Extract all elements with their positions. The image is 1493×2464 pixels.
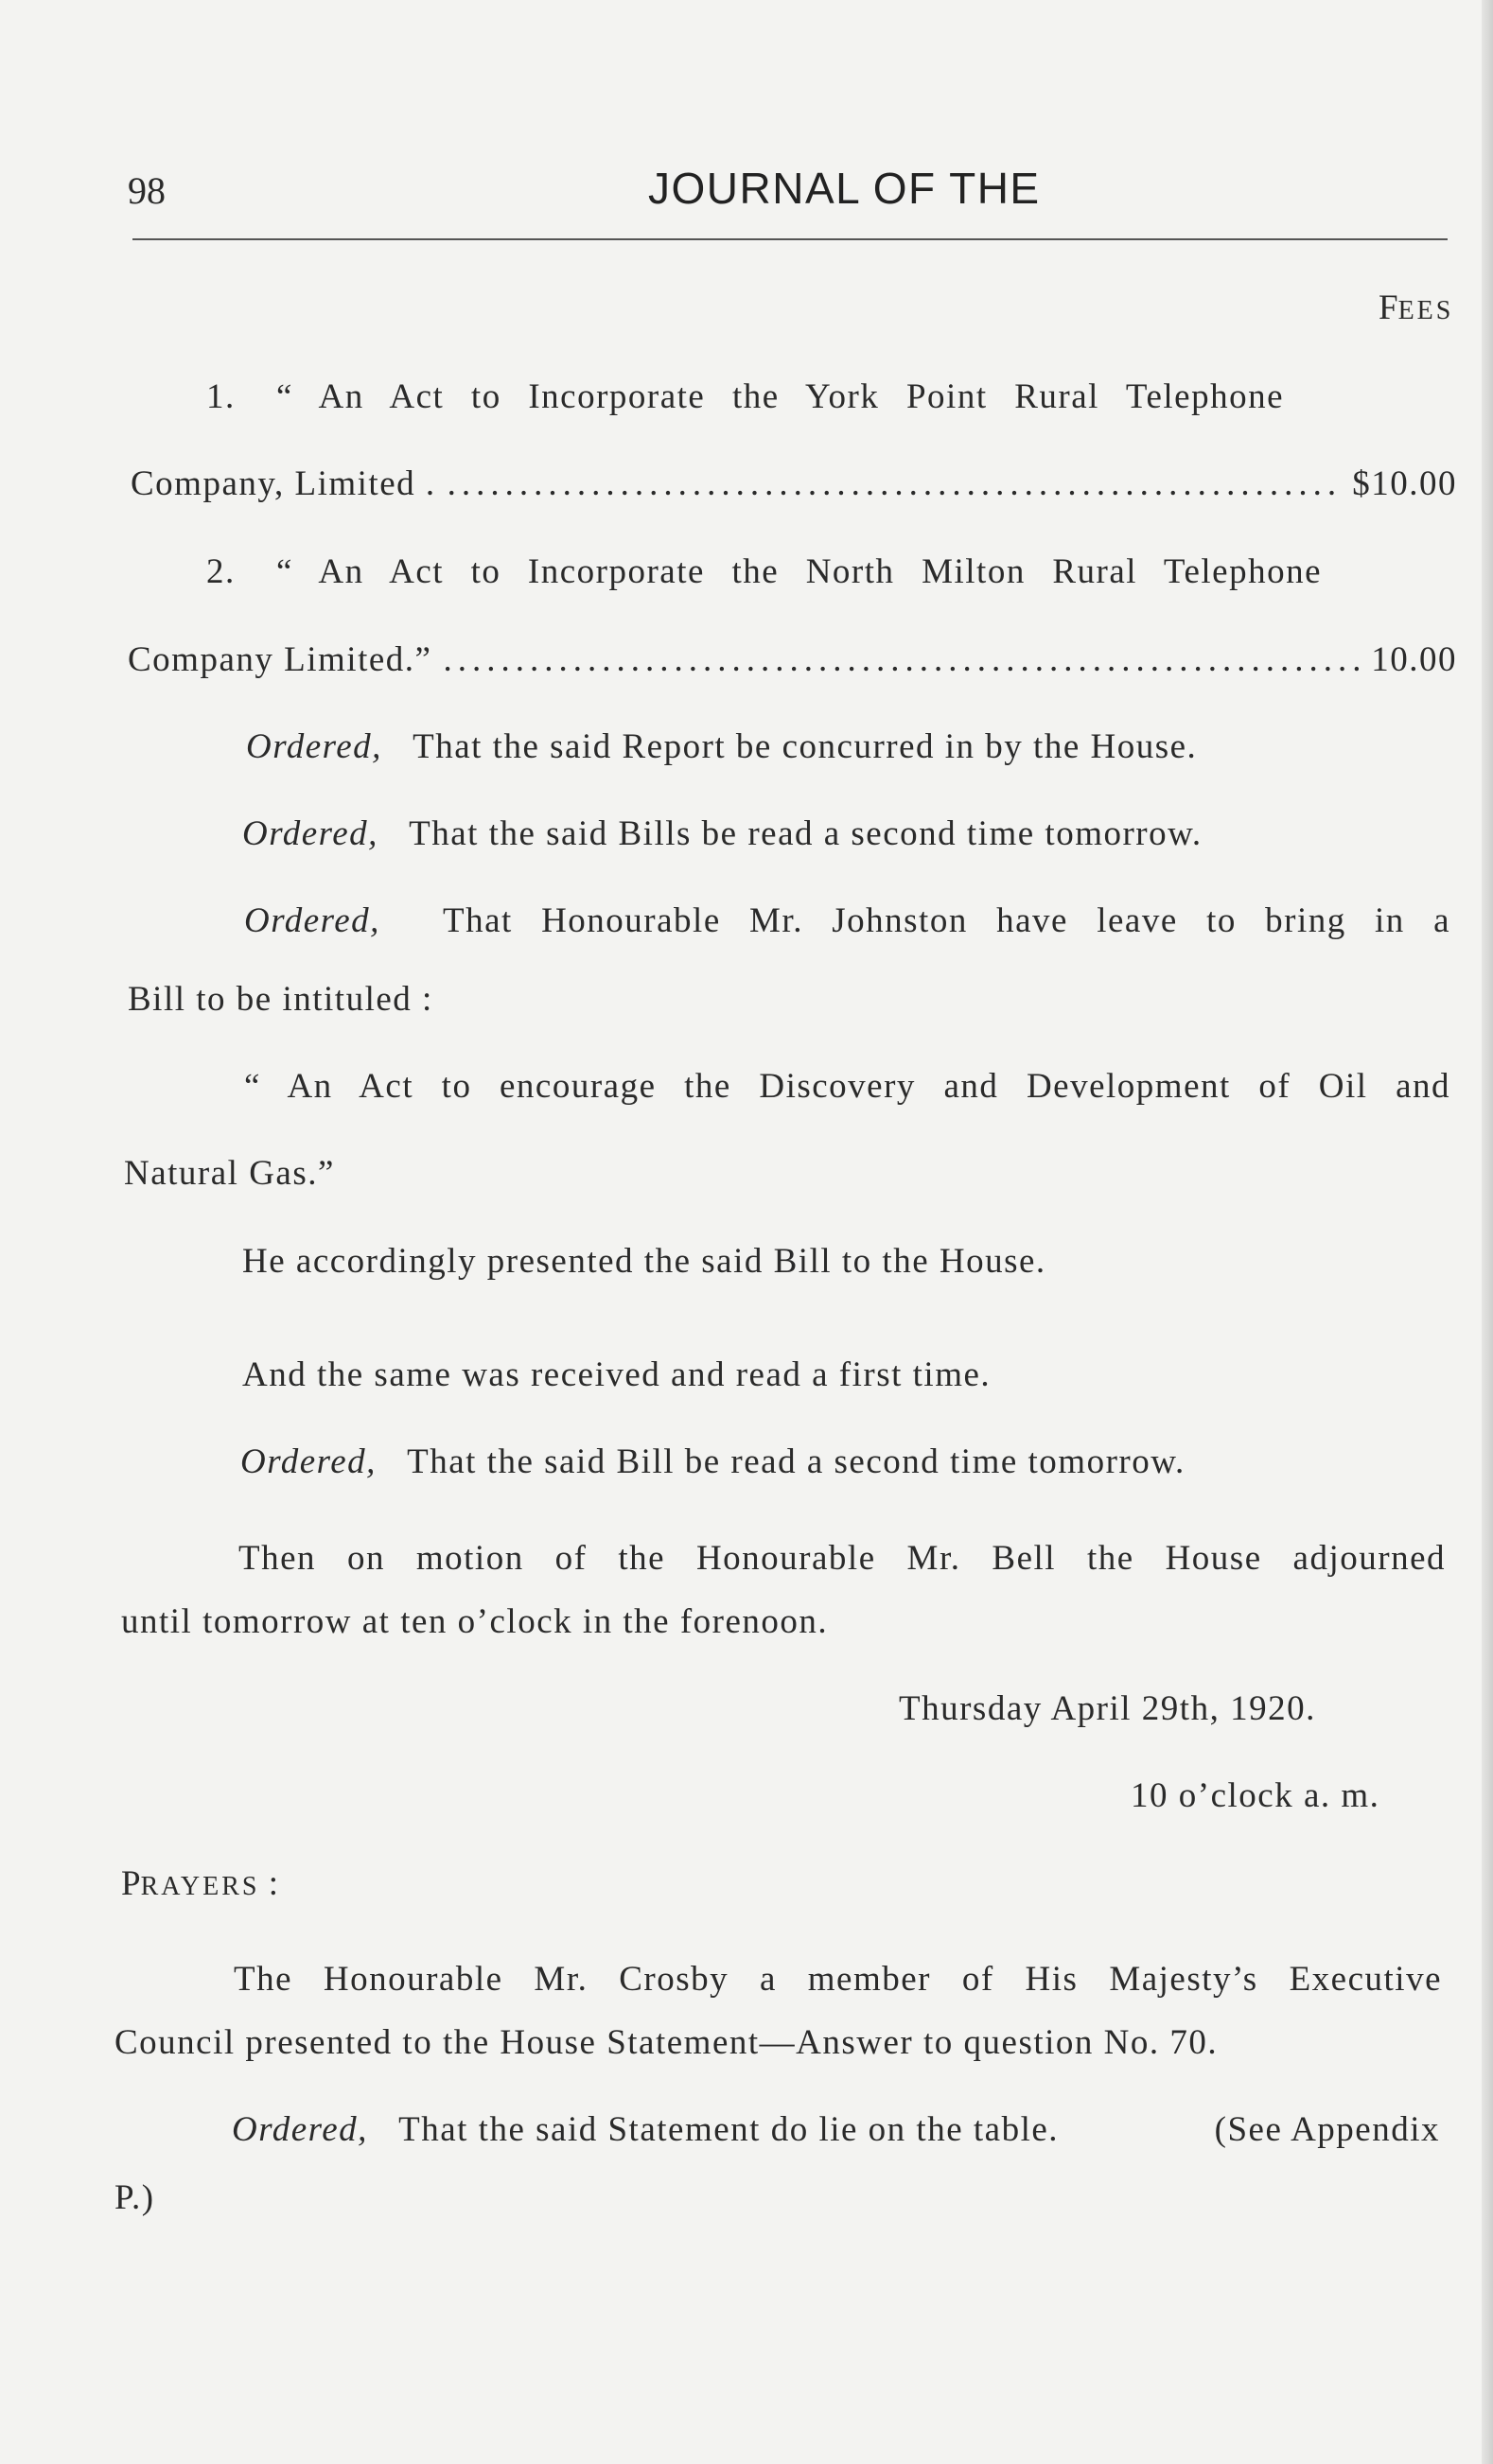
fees-heading	[1379, 288, 1453, 328]
sitting-date: Thursday April 29th, 1920.	[899, 1689, 1316, 1728]
ordered-label: Ordered,	[242, 814, 378, 853]
bill-1-fee-line	[131, 463, 1457, 504]
page-edge-shadow	[1482, 0, 1493, 2464]
ordered-bills	[242, 813, 1203, 854]
bill-2-fee-line	[128, 639, 1457, 680]
ordered-leave-text: That Honourable Mr. Johnston have leave to bring in a	[443, 901, 1450, 940]
bill-1-company: Company, Limited .	[131, 464, 436, 503]
prayers-cap: P	[121, 1864, 141, 1903]
prayers-suffix: :	[259, 1864, 279, 1903]
appendix-reference: (See Appendix	[1214, 2110, 1440, 2149]
appendix-reference-continued: P.)	[114, 2178, 155, 2217]
fees-heading-cap: F	[1379, 288, 1398, 327]
ordered-label: Ordered,	[246, 727, 382, 766]
page-number: 98	[128, 169, 166, 212]
crosby-text-continued: Council presented to the House Statement—Answer to question No. 70.	[114, 2023, 1219, 2062]
received-text: And the same was received and read a first time.	[242, 1355, 992, 1394]
presented-text: He accordingly presented the said Bill to the House.	[242, 1242, 1046, 1281]
bill-2-company: Company Limited.”	[128, 640, 432, 679]
fees-heading-rest: EES	[1397, 296, 1454, 325]
new-bill-title-continued: Natural Gas.”	[124, 1154, 335, 1193]
ordered-leave	[244, 900, 1450, 941]
ordered-report-text: That the said Report be concurred in by the House.	[413, 727, 1198, 766]
bill-2-title: “ An Act to Incorporate the North Milton Rural Telephone	[276, 552, 1322, 591]
bill-2-number: 2.	[206, 552, 236, 591]
page-title: JOURNAL OF THE	[648, 164, 1041, 213]
bill-1-leader-dots	[448, 463, 1342, 504]
ordered-label: Ordered,	[244, 901, 380, 940]
bill-2-leader-dots	[443, 639, 1360, 680]
ordered-statement-text: That the said Statement do lie on the table.	[398, 2110, 1060, 2149]
crosby-text: The Honourable Mr. Crosby a member of His Majesty’s Executive	[234, 1960, 1442, 1999]
bill-2-fee: 10.00	[1371, 640, 1457, 679]
ordered-leave-continued: Bill to be intituled :	[128, 980, 433, 1019]
ordered-second-reading	[240, 1442, 1186, 1482]
ordered-bills-text: That the said Bills be read a second time tomorrow.	[409, 814, 1203, 853]
prayers-heading	[121, 1863, 278, 1904]
new-bill-title: “ An Act to encourage the Discovery and Development of Oil and	[244, 1067, 1450, 1106]
ordered-report	[246, 726, 1197, 767]
adjourn-text-continued: until tomorrow at ten o’clock in the forenoon.	[121, 1602, 829, 1641]
header-rule	[132, 238, 1448, 240]
adjourn-text: Then on motion of the Honourable Mr. Bell the House adjourned	[238, 1539, 1446, 1578]
bill-1-number: 1.	[206, 377, 236, 416]
sitting-time: 10 o’clock a. m.	[1131, 1776, 1380, 1815]
ordered-statement	[232, 2109, 1440, 2150]
bill-1-fee: $10.00	[1352, 464, 1457, 503]
prayers-rest: RAYERS	[140, 1872, 260, 1901]
ordered-second-reading-text: That the said Bill be read a second time tomorrow.	[407, 1442, 1186, 1481]
bill-1-title: “ An Act to Incorporate the York Point Rural Telephone	[276, 377, 1284, 416]
ordered-label: Ordered,	[240, 1442, 377, 1481]
ordered-label: Ordered,	[232, 2110, 368, 2149]
